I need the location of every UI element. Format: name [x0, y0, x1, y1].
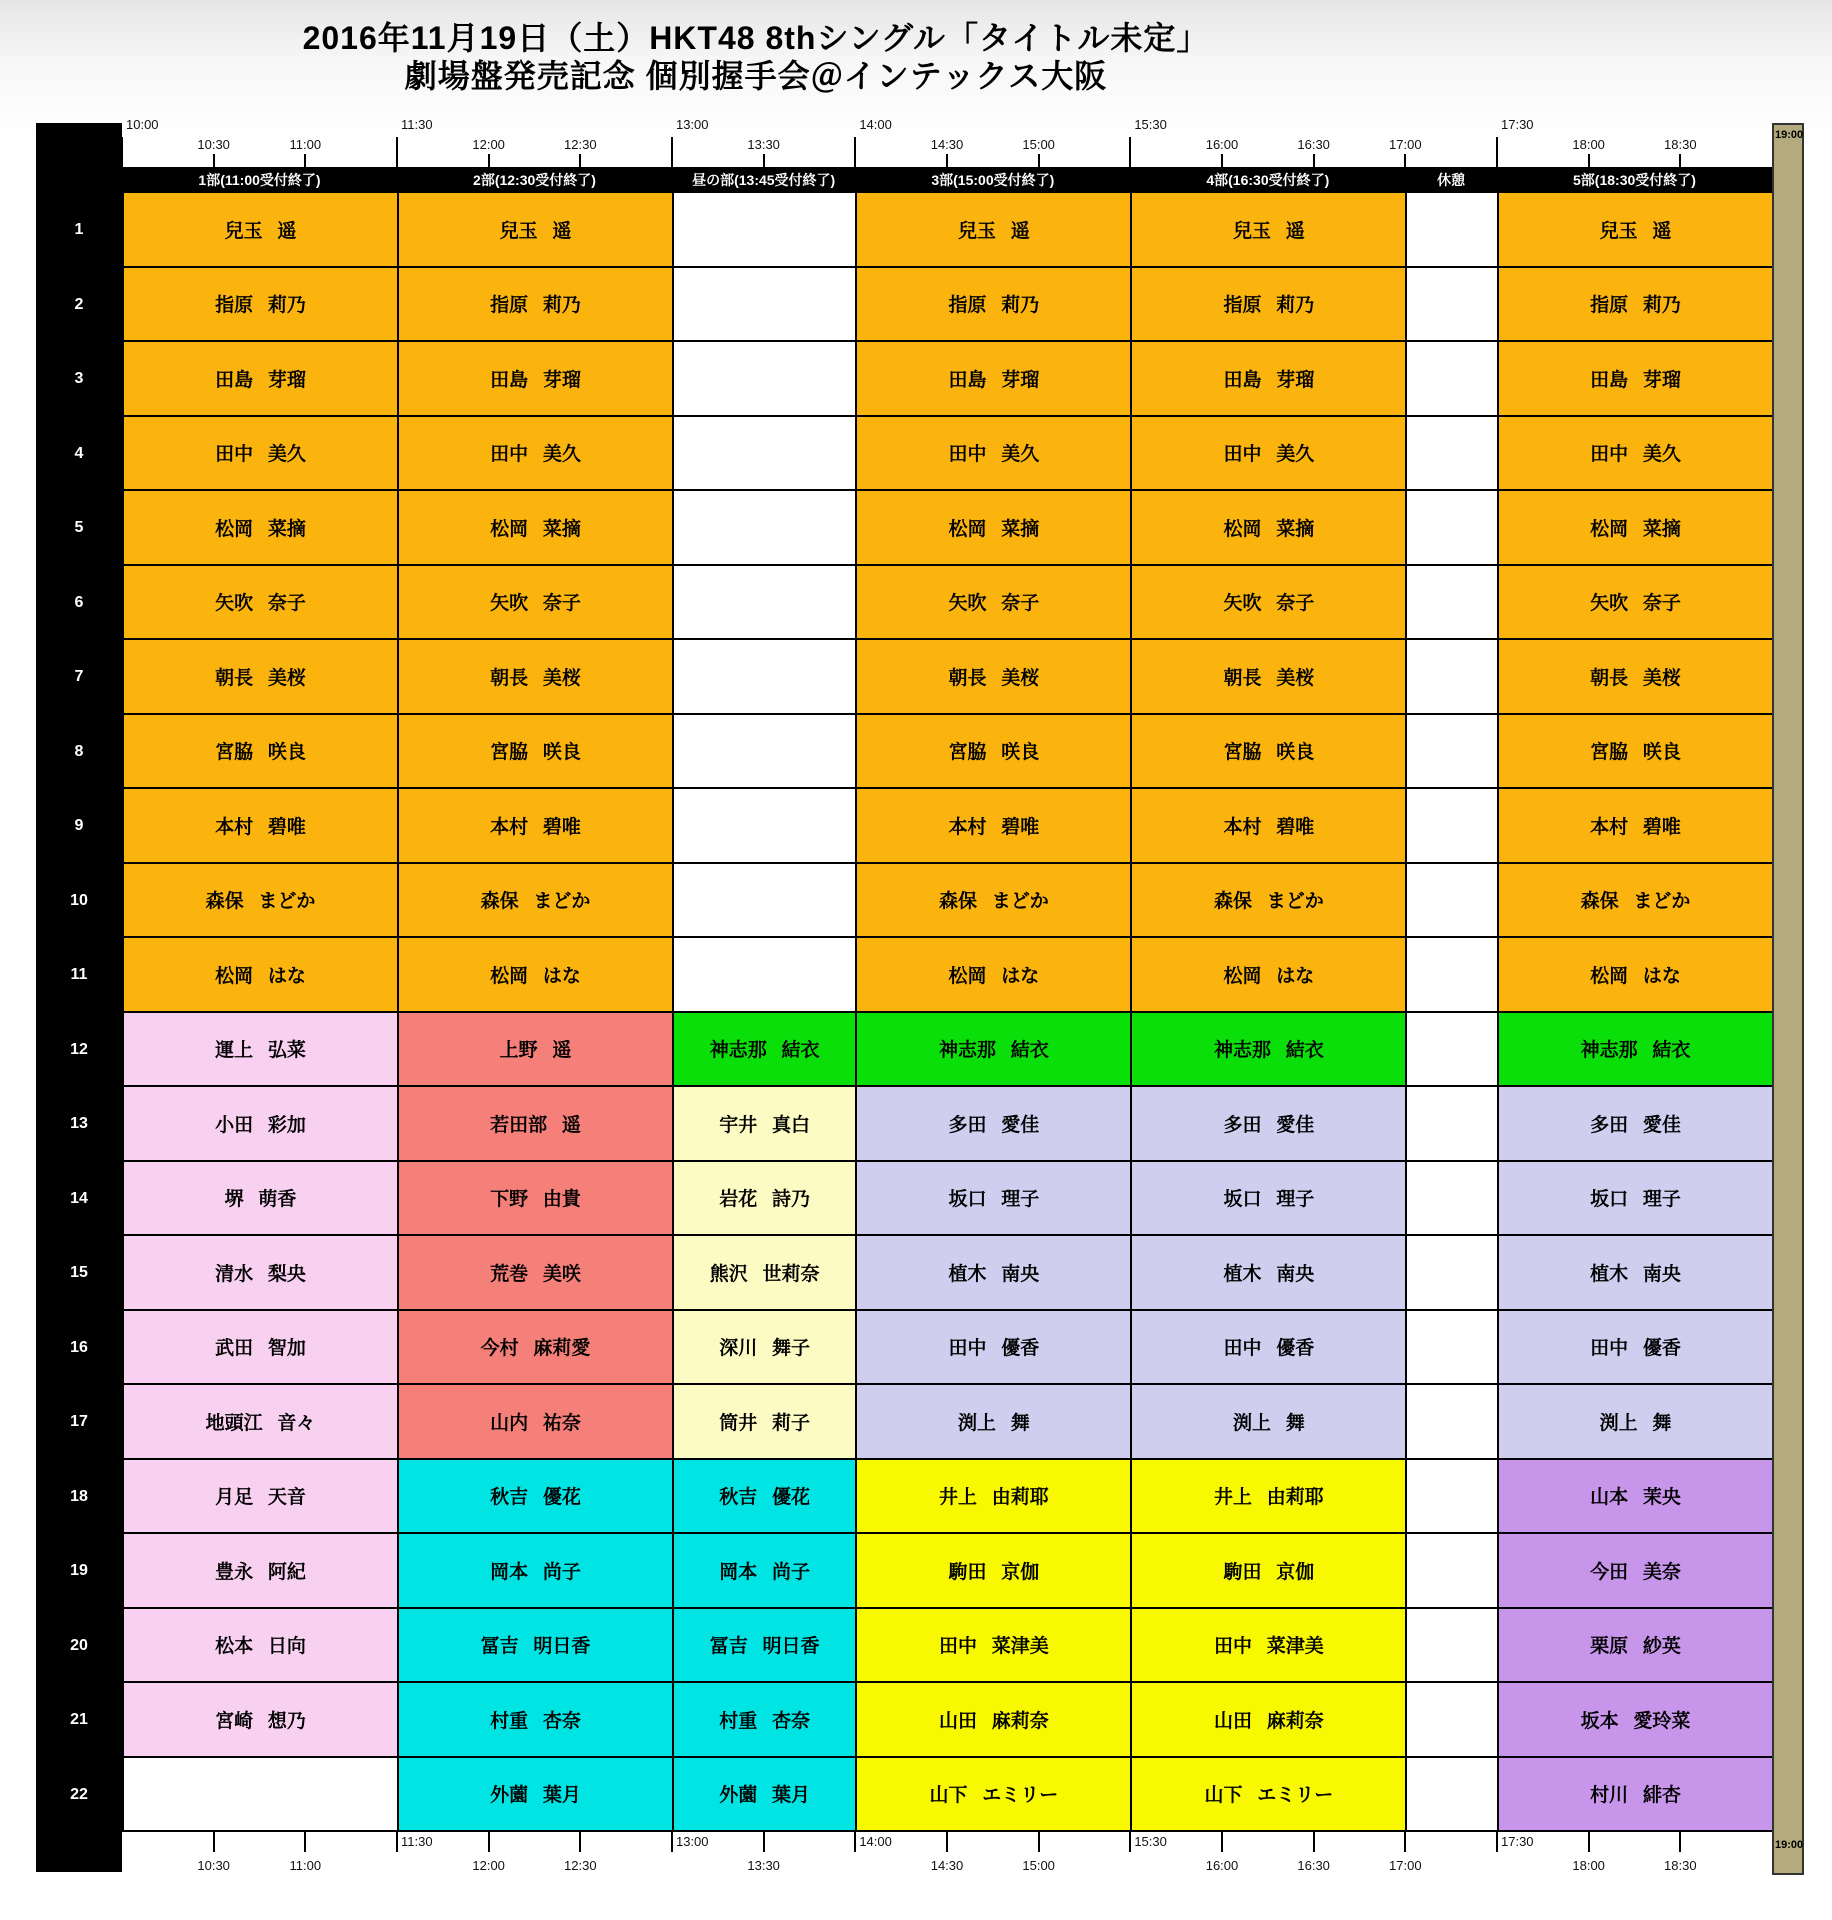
- empty-cell: [1407, 1236, 1499, 1311]
- empty-cell: [1407, 193, 1499, 268]
- member-cell: 武田 智加: [124, 1311, 399, 1386]
- time-tick: [854, 137, 856, 167]
- event-title-line1: 2016年11月19日（土）HKT48 8thシングル「タイトル未定」: [302, 20, 1210, 56]
- empty-cell: [674, 342, 857, 417]
- time-label: 18:00: [1572, 137, 1605, 152]
- empty-cell: [1407, 1758, 1499, 1833]
- member-cell: 坂口 理子: [857, 1162, 1132, 1237]
- time-label: 10:30: [197, 137, 230, 152]
- member-cell: 森保 まどか: [124, 864, 399, 939]
- time-tick: [1221, 1832, 1223, 1852]
- member-cell: 地頭江 音々: [124, 1385, 399, 1460]
- row-number: 16: [70, 1338, 88, 1356]
- member-cell: 本村 碧唯: [1499, 789, 1774, 864]
- member-cell: 荒巻 美咲: [399, 1236, 674, 1311]
- member-cell: 坂口 理子: [1132, 1162, 1407, 1237]
- member-cell: 指原 莉乃: [124, 268, 399, 343]
- row-number: 19: [70, 1562, 88, 1580]
- row-number: 2: [74, 295, 84, 313]
- end-time-label-top: 19:00: [1775, 129, 1804, 141]
- time-label: 16:00: [1205, 1858, 1239, 1873]
- member-cell: 冨吉 明日香: [674, 1609, 857, 1684]
- row-number: 22: [70, 1785, 88, 1803]
- member-cell: 下野 由貴: [399, 1162, 674, 1237]
- empty-cell: [674, 268, 857, 343]
- session-header-part7: 5部(18:30受付終了): [1573, 172, 1696, 188]
- member-cell: 村重 杏奈: [399, 1683, 674, 1758]
- member-cell: 井上 由莉耶: [857, 1460, 1132, 1535]
- row-number: 20: [70, 1636, 88, 1654]
- member-cell: 田中 優香: [1132, 1311, 1407, 1386]
- empty-cell: [1407, 1087, 1499, 1162]
- time-tick: [763, 154, 765, 167]
- member-cell: 森保 まどか: [1132, 864, 1407, 939]
- time-tick: [671, 1832, 673, 1852]
- row-number: 5: [74, 519, 84, 537]
- time-label: 11:00: [289, 137, 322, 152]
- row-number-column: [36, 123, 122, 1872]
- member-cell: 栗原 紗英: [1499, 1609, 1774, 1684]
- member-cell: 松岡 はな: [124, 938, 399, 1013]
- member-cell: 豊永 阿紀: [124, 1534, 399, 1609]
- session-header-part1: 1部(11:00受付終了): [198, 172, 321, 188]
- empty-cell: [1407, 1609, 1499, 1684]
- time-label: 14:00: [859, 117, 892, 132]
- member-cell: 熊沢 世莉奈: [674, 1236, 857, 1311]
- member-cell: 月足 天音: [124, 1460, 399, 1535]
- member-cell: 森保 まどか: [399, 864, 674, 939]
- member-cell: 兒玉 遥: [399, 193, 674, 268]
- empty-cell: [674, 491, 857, 566]
- member-cell: 秋吉 優花: [399, 1460, 674, 1535]
- session-header-part3: 昼の部(13:45受付終了): [692, 172, 836, 188]
- member-cell: 深川 舞子: [674, 1311, 857, 1386]
- time-tick: [213, 1832, 215, 1852]
- time-tick: [1038, 1832, 1040, 1852]
- time-tick: [1221, 154, 1223, 167]
- row-number: 13: [70, 1115, 88, 1133]
- time-label: 14:00: [859, 1834, 892, 1849]
- member-cell: 本村 碧唯: [124, 789, 399, 864]
- empty-cell: [674, 715, 857, 790]
- time-label: 17:00: [1389, 1858, 1422, 1873]
- member-cell: 渕上 舞: [857, 1385, 1132, 1460]
- empty-cell: [1407, 1311, 1499, 1386]
- member-cell: 外薗 葉月: [399, 1758, 674, 1833]
- member-cell: 田中 美久: [1499, 417, 1774, 492]
- time-tick: [1679, 1832, 1681, 1852]
- member-cell: 本村 碧唯: [399, 789, 674, 864]
- member-cell: 宮脇 咲良: [857, 715, 1132, 790]
- time-tick: [854, 1832, 856, 1852]
- member-cell: 矢吹 奈子: [1499, 566, 1774, 641]
- member-cell: 兒玉 遥: [124, 193, 399, 268]
- time-tick: [1404, 154, 1406, 167]
- event-title-line2: 劇場盤発売記念 個別握手会＠インテックス大阪: [404, 57, 1108, 94]
- time-tick: [946, 1832, 948, 1852]
- member-cell: 村重 杏奈: [674, 1683, 857, 1758]
- time-label: 17:30: [1501, 1834, 1534, 1849]
- time-label: 18:00: [1572, 1858, 1605, 1873]
- member-cell: 田島 芽瑠: [399, 342, 674, 417]
- time-tick: [1313, 154, 1315, 167]
- member-cell: 矢吹 奈子: [1132, 566, 1407, 641]
- member-cell: 山本 茉央: [1499, 1460, 1774, 1535]
- member-cell: 田中 美久: [399, 417, 674, 492]
- member-cell: 田島 芽瑠: [1132, 342, 1407, 417]
- empty-cell: [1407, 1162, 1499, 1237]
- time-tick: [1588, 154, 1590, 167]
- empty-cell: [1407, 417, 1499, 492]
- time-tick: [304, 154, 306, 167]
- empty-cell: [674, 640, 857, 715]
- member-cell: 本村 碧唯: [1132, 789, 1407, 864]
- time-label: 13:30: [747, 1858, 780, 1873]
- row-number: 10: [70, 891, 88, 909]
- member-cell: 指原 莉乃: [1132, 268, 1407, 343]
- member-cell: 渕上 舞: [1132, 1385, 1407, 1460]
- time-label: 10:00: [126, 117, 159, 132]
- row-number: 8: [74, 742, 84, 760]
- time-tick: [1588, 1832, 1590, 1852]
- member-cell: 村川 緋杏: [1499, 1758, 1774, 1833]
- row-number: 4: [74, 444, 84, 462]
- empty-cell: [1407, 566, 1499, 641]
- time-label: 15:00: [1022, 1858, 1055, 1873]
- empty-cell: [1407, 938, 1499, 1013]
- member-cell: 神志那 結衣: [1499, 1013, 1774, 1088]
- time-tick: [579, 1832, 581, 1852]
- time-label: 17:00: [1389, 137, 1422, 152]
- row-number: 21: [70, 1711, 88, 1729]
- member-cell: 田島 芽瑠: [857, 342, 1132, 417]
- member-cell: 兒玉 遥: [857, 193, 1132, 268]
- member-cell: 冨吉 明日香: [399, 1609, 674, 1684]
- time-tick: [213, 154, 215, 167]
- member-cell: 宮脇 咲良: [399, 715, 674, 790]
- time-label: 13:30: [747, 137, 780, 152]
- row-number: 3: [74, 370, 84, 388]
- member-cell: 田中 優香: [857, 1311, 1132, 1386]
- time-label: 10:30: [197, 1858, 230, 1873]
- member-cell: 松本 日向: [124, 1609, 399, 1684]
- time-tick: [396, 137, 398, 167]
- member-cell: 井上 由莉耶: [1132, 1460, 1407, 1535]
- time-label: 18:30: [1664, 137, 1697, 152]
- member-cell: 山内 祐奈: [399, 1385, 674, 1460]
- member-cell: 矢吹 奈子: [857, 566, 1132, 641]
- member-cell: 筒井 莉子: [674, 1385, 857, 1460]
- time-tick: [1129, 1832, 1131, 1852]
- time-label: 12:00: [472, 1858, 505, 1873]
- member-cell: 田中 優香: [1499, 1311, 1774, 1386]
- member-cell: 田中 美久: [124, 417, 399, 492]
- time-label: 15:30: [1134, 1834, 1167, 1849]
- time-label: 15:30: [1134, 117, 1167, 132]
- row-number: 1: [74, 221, 84, 239]
- member-cell: 神志那 結衣: [857, 1013, 1132, 1088]
- time-tick: [1038, 154, 1040, 167]
- time-tick: [579, 154, 581, 167]
- row-number: 11: [70, 966, 88, 984]
- member-cell: 矢吹 奈子: [399, 566, 674, 641]
- schedule-grid: [122, 193, 1774, 1832]
- member-cell: 朝長 美桜: [124, 640, 399, 715]
- session-header-part4: 3部(15:00受付終了): [931, 172, 1055, 188]
- empty-cell: [1407, 1534, 1499, 1609]
- member-cell: 田島 芽瑠: [124, 342, 399, 417]
- empty-cell: [674, 193, 857, 268]
- empty-cell: [674, 938, 857, 1013]
- member-cell: 松岡 菜摘: [1499, 491, 1774, 566]
- member-cell: 朝長 美桜: [857, 640, 1132, 715]
- member-cell: 山田 麻莉奈: [857, 1683, 1132, 1758]
- member-cell: 渕上 舞: [1499, 1385, 1774, 1460]
- member-cell: 坂口 理子: [1499, 1162, 1774, 1237]
- member-cell: 上野 遥: [399, 1013, 674, 1088]
- time-label: 13:00: [675, 1834, 709, 1849]
- member-cell: 山下 エミリー: [857, 1758, 1132, 1833]
- time-tick: [1679, 154, 1681, 167]
- time-tick: [1404, 1832, 1406, 1852]
- member-cell: 朝長 美桜: [1132, 640, 1407, 715]
- member-cell: 宮脇 咲良: [124, 715, 399, 790]
- empty-cell: [1407, 268, 1499, 343]
- empty-cell: [674, 566, 857, 641]
- row-number: 9: [74, 817, 84, 835]
- empty-cell: [1407, 1385, 1499, 1460]
- row-number: 14: [70, 1189, 88, 1207]
- member-cell: 松岡 菜摘: [1132, 491, 1407, 566]
- time-label: 18:30: [1664, 1858, 1697, 1873]
- member-cell: 清水 梨央: [124, 1236, 399, 1311]
- time-label: 11:30: [400, 117, 433, 132]
- member-cell: 本村 碧唯: [857, 789, 1132, 864]
- member-cell: 山田 麻莉奈: [1132, 1683, 1407, 1758]
- time-tick: [304, 1832, 306, 1852]
- member-cell: 田中 菜津美: [857, 1609, 1132, 1684]
- time-tick: [763, 1832, 765, 1852]
- member-cell: 秋吉 優花: [674, 1460, 857, 1535]
- row-number: 6: [74, 593, 84, 611]
- event-title: [0, 20, 1512, 96]
- time-label: 16:30: [1297, 137, 1330, 152]
- time-label: 11:30: [400, 1834, 433, 1849]
- member-cell: 山下 エミリー: [1132, 1758, 1407, 1833]
- member-cell: 神志那 結衣: [674, 1013, 857, 1088]
- session-header-part5: 4部(16:30受付終了): [1206, 172, 1330, 188]
- member-cell: 神志那 結衣: [1132, 1013, 1407, 1088]
- row-number: 7: [74, 668, 84, 686]
- member-cell: 岡本 尚子: [399, 1534, 674, 1609]
- empty-cell: [1407, 715, 1499, 790]
- time-label: 16:00: [1205, 137, 1239, 152]
- member-cell: 今田 美奈: [1499, 1534, 1774, 1609]
- time-tick: [671, 137, 673, 167]
- member-cell: 田中 美久: [857, 417, 1132, 492]
- time-tick: [1129, 137, 1131, 167]
- member-cell: 矢吹 奈子: [124, 566, 399, 641]
- session-header-part2: 2部(12:30受付終了): [473, 172, 596, 188]
- empty-cell: [674, 864, 857, 939]
- time-label: 12:00: [472, 137, 505, 152]
- member-cell: 宇井 真白: [674, 1087, 857, 1162]
- empty-cell: [1407, 789, 1499, 864]
- member-cell: 朝長 美桜: [399, 640, 674, 715]
- time-label: 14:30: [930, 137, 964, 152]
- member-cell: 兒玉 遥: [1132, 193, 1407, 268]
- member-cell: 今村 麻莉愛: [399, 1311, 674, 1386]
- member-cell: 指原 莉乃: [857, 268, 1132, 343]
- member-cell: 兒玉 遥: [1499, 193, 1774, 268]
- time-ruler-bottom: [122, 1832, 1772, 1895]
- member-cell: 指原 莉乃: [399, 268, 674, 343]
- time-tick: [488, 154, 490, 167]
- member-cell: 松岡 菜摘: [399, 491, 674, 566]
- member-cell: 森保 まどか: [857, 864, 1132, 939]
- time-label: 12:30: [564, 137, 597, 152]
- row-number: 18: [70, 1487, 88, 1505]
- member-cell: 駒田 京伽: [1132, 1534, 1407, 1609]
- time-tick: [1313, 1832, 1315, 1852]
- empty-cell: [1407, 864, 1499, 939]
- empty-cell: [674, 789, 857, 864]
- member-cell: 田島 芽瑠: [1499, 342, 1774, 417]
- member-cell: 指原 莉乃: [1499, 268, 1774, 343]
- member-cell: 宮崎 想乃: [124, 1683, 399, 1758]
- time-tick: [396, 1832, 398, 1852]
- time-label: 13:00: [675, 117, 709, 132]
- time-tick: [946, 154, 948, 167]
- member-cell: 田中 菜津美: [1132, 1609, 1407, 1684]
- time-label: 17:30: [1501, 117, 1534, 132]
- member-cell: 植木 南央: [1132, 1236, 1407, 1311]
- row-number: 15: [70, 1264, 88, 1282]
- empty-cell: [1407, 640, 1499, 715]
- time-label: 16:30: [1297, 1858, 1330, 1873]
- end-time-strip: [1772, 123, 1804, 1875]
- member-cell: 松岡 はな: [1132, 938, 1407, 1013]
- end-time-label-bottom: 19:00: [1775, 1839, 1804, 1851]
- member-cell: 若田部 遥: [399, 1087, 674, 1162]
- member-cell: 宮脇 咲良: [1499, 715, 1774, 790]
- empty-cell: [124, 1758, 399, 1833]
- member-cell: 多田 愛佳: [857, 1087, 1132, 1162]
- member-cell: 田中 美久: [1132, 417, 1407, 492]
- member-cell: 朝長 美桜: [1499, 640, 1774, 715]
- member-cell: 松岡 菜摘: [124, 491, 399, 566]
- time-label: 11:00: [289, 1858, 322, 1873]
- member-cell: 坂本 愛玲菜: [1499, 1683, 1774, 1758]
- member-cell: 森保 まどか: [1499, 864, 1774, 939]
- member-cell: 宮脇 咲良: [1132, 715, 1407, 790]
- member-cell: 多田 愛佳: [1499, 1087, 1774, 1162]
- member-cell: 堺 萌香: [124, 1162, 399, 1237]
- member-cell: 外薗 葉月: [674, 1758, 857, 1833]
- empty-cell: [1407, 1683, 1499, 1758]
- member-cell: 植木 南央: [857, 1236, 1132, 1311]
- member-cell: 松岡 はな: [399, 938, 674, 1013]
- member-cell: 多田 愛佳: [1132, 1087, 1407, 1162]
- member-cell: 松岡 はな: [1499, 938, 1774, 1013]
- row-number: 17: [70, 1413, 88, 1431]
- empty-cell: [674, 417, 857, 492]
- empty-cell: [1407, 1013, 1499, 1088]
- time-ruler-top: [122, 95, 1772, 167]
- time-tick: [488, 1832, 490, 1852]
- member-cell: 岩花 詩乃: [674, 1162, 857, 1237]
- time-tick: [1496, 1832, 1498, 1852]
- time-label: 15:00: [1022, 137, 1055, 152]
- time-label: 14:30: [930, 1858, 964, 1873]
- member-cell: 小田 彩加: [124, 1087, 399, 1162]
- member-cell: 植木 南央: [1499, 1236, 1774, 1311]
- member-cell: 駒田 京伽: [857, 1534, 1132, 1609]
- session-header-row: [122, 167, 1772, 193]
- member-cell: 岡本 尚子: [674, 1534, 857, 1609]
- row-number: 12: [70, 1040, 88, 1058]
- time-tick: [1496, 137, 1498, 167]
- time-label: 12:30: [564, 1858, 597, 1873]
- member-cell: 松岡 菜摘: [857, 491, 1132, 566]
- empty-cell: [1407, 491, 1499, 566]
- member-cell: 運上 弘菜: [124, 1013, 399, 1088]
- empty-cell: [1407, 342, 1499, 417]
- session-header-break: 休憩: [1437, 172, 1466, 188]
- member-cell: 松岡 はな: [857, 938, 1132, 1013]
- empty-cell: [1407, 1460, 1499, 1535]
